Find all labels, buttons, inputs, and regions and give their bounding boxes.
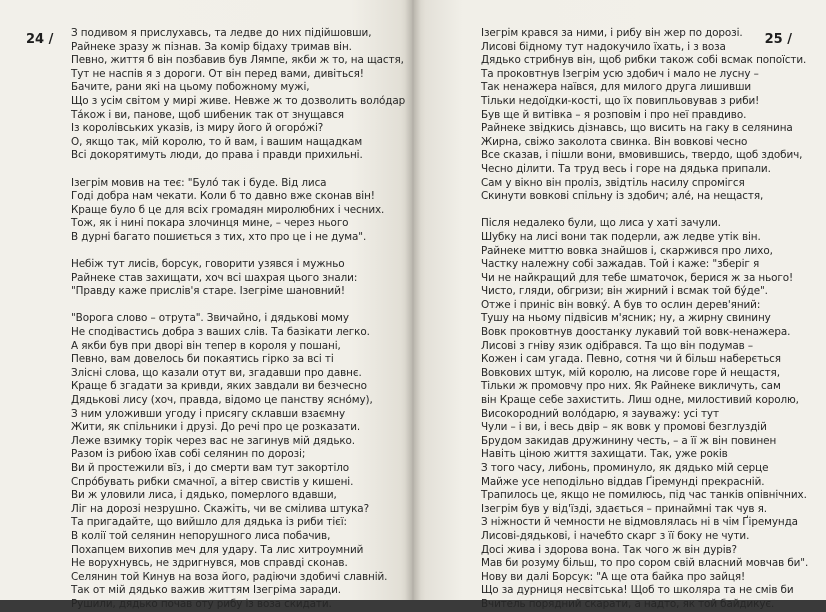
text-line: Дядько стрибнув він, щоб рибки також собі всмак попоїсти. (481, 54, 807, 67)
text-line: Кожен і сам угада. Певно, сотня чи й більш наберється (481, 353, 781, 366)
text-line: Вовк проковтнув доостанку лукавий той вовк-ненажера. (481, 326, 791, 339)
text-line: Із королівських указів, із миру його й огоро́жі? (71, 122, 324, 135)
text-line: Нову ви далі Борсук: "А ще ота байка про зайця! (481, 570, 746, 583)
right-page (413, 0, 826, 610)
text-line: Рушили, дядько почав оту рибу із воза скидати. (71, 597, 332, 610)
text-line: Так от мій дядько важив життям Ізегріма заради. (71, 584, 341, 597)
text-line: Райнеке миттю вовка знайшов і, скаржився про лихо, (481, 244, 773, 257)
text-line: "Ворога слово – отрута". Звичайно, і дядькові мому (71, 312, 349, 325)
right-page-number: 25 / (764, 32, 792, 47)
text-line: він Краще себе захистить. Лиш одне, милостивий королю, (481, 394, 799, 407)
stanza (71, 177, 406, 245)
text-line: Був ще й витівка – я розповім і про неї правдиво. (481, 108, 747, 121)
text-line: Не ворухнувсь, не здригнувся, мов справді сконав. (71, 557, 348, 570)
text-line: Райнеке звідкись дізнавсь, що висить на гаку в селянина (481, 122, 793, 135)
text-line: Отже і приніс він вовку́. А був то ослин дерев'яний: (481, 298, 761, 311)
text-line: О, якщо так, мій королю, то й вам, і вашим нащадкам (71, 135, 363, 148)
text-line: Чи не найкращий для тебе шматочок, берися ж за нього! (481, 271, 794, 284)
text-line: Всі докорятимуть люди, до права і правди прихильні. (71, 149, 363, 162)
text-line: Краще було б це для всіх громадян миролюбних і чесних. (71, 203, 385, 216)
text-line: З ніжности й чемности не відмовлялась ні в чім Ґіремунда (481, 516, 798, 529)
stanza (71, 258, 406, 299)
stanza (481, 27, 807, 204)
text-line: Частку належну собі зажадав. Той і каже: "зберіг я (481, 258, 760, 271)
text-line: Ізегрім був у від'їзді, здається – принаймні так чув я. (481, 502, 768, 515)
text-line: Навіть ціною життя захищати. Так, уже років (481, 448, 728, 461)
text-line: Чисто, гляди, обгризи; він жирний і всмак той бу́де". (481, 285, 768, 298)
text-line: Тільки ж промовчу про них. Як Райнеке викличуть, сам (481, 380, 781, 393)
text-line: Високородний воло́дарю, я зауважу: усі тут (481, 407, 719, 420)
right-page-text (481, 27, 809, 612)
text-line: Мав би розуму більш, то про сором свій власний мовчав би". (481, 557, 809, 570)
text-line: Певно, вам довелось би покаятись гірко за всі ті (71, 353, 334, 366)
text-line: Похапцем вихопив меч для удару. Та лис хитроумний (71, 543, 364, 556)
text-line: Сам у вікно він проліз, звідтіль насилу спромігся (481, 176, 745, 189)
text-line: Після недалеко були, що лиса у хаті зачули. (481, 217, 721, 230)
text-line: З подивом я прислухавсь, та ледве до них підійшовши, (71, 27, 372, 39)
text-line: Жирна, свіжо заколота свинка. Він вовкові чесно (481, 135, 748, 148)
stanza (71, 27, 406, 163)
text-line: Райнеке став захищати, хоч всі шахрая цього знали: (71, 271, 358, 284)
text-line: Лисові з гніву язик одібрався. Та що він подумав – (481, 339, 753, 352)
text-line: Бачите, рани які на цьому побожному мужі, (71, 81, 310, 94)
text-line: Ізегрім мовив на теє: "Було́ так і буде. Від лиса (71, 176, 327, 189)
text-line: Лисові бідному тут надокучило їхать, і з воза (481, 40, 726, 53)
text-line: Злісні слова, що казали отут ви, згадавши про давнє. (71, 366, 362, 379)
text-line: Разом із рибою їхав собі селянин по дорозі; (71, 448, 306, 461)
text-line: Так ненажера наївся, для милого друга лишивши (481, 81, 752, 94)
text-line: Лисові-дядькові, і начебто скарг з її боку не чути. (481, 529, 750, 542)
text-line: Чули – і ви, і весь двір – як вовк у промові безглуздій (481, 421, 767, 434)
text-line: Та проковтнув Ізегрім усю здобич і мало не лусну – (481, 67, 759, 80)
text-line: Не сподівастись добра з ваших слів. Та базікати легко. (71, 326, 370, 339)
text-line: З ним уложивши угоду і присягу склавши взаємну (71, 407, 345, 420)
text-line: Скинути вовкові спільну із здобич; але́, на нещастя, (481, 190, 764, 203)
text-line: Певно, життя б він позбавив був Лямпе, якби ж то, на щастя, (71, 54, 404, 67)
stanza (481, 217, 809, 611)
text-line: Тут не наспів я з дороги. От він перед вами, дивіться! (71, 67, 364, 80)
left-page-text (71, 27, 406, 612)
text-line: Ліг на дорозі незрушно. Скажіть, чи ве смілива штука? (71, 502, 369, 515)
left-page (0, 0, 413, 610)
text-line: Райнеке зразу ж пізнав. За комір бідаху тримав він. (71, 40, 352, 53)
text-line: Брудом закидав дружинину честь, – а її ж він повинен (481, 434, 777, 447)
text-line: Ізегрім крався за ними, і рибу він жер по дорозі. (481, 27, 743, 39)
left-page-number: 24 / (26, 32, 54, 47)
text-line: Дядькові лису (хоч, правда, відомо це панству ясно́му), (71, 394, 373, 407)
text-line: Шубку на лисі вони так подерли, аж ледве утік він. (481, 230, 761, 243)
text-line: Та пригадайте, що вийшло для дядька із риби тієї: (71, 516, 347, 529)
text-line: Трапилось це, якщо не помилюсь, під час танків опівнічних. (481, 489, 807, 502)
text-line: Ви й простежили вїз, і до смерти вам тут закортіло (71, 462, 350, 474)
stanza (71, 312, 406, 611)
text-line: В дурні багато пошиється з тих, хто про це і не дума". (71, 230, 367, 243)
text-line: Все сказав, і пішли вони, вмовившись, твердо, щоб здобич, (481, 149, 803, 162)
text-line: Тільки недоїдки-кості, що їх повипльовував з риби! (481, 94, 760, 107)
text-line: Чесно ділити. Та труд весь і горе на дядька припали. (481, 162, 771, 175)
text-line: Майже усе неподільно віддав Ґіремунді прекрасній. (481, 475, 765, 488)
text-line: Що за дурниця несвітська! Щоб то школяра та не смів би (481, 584, 794, 597)
text-line: Та́кож і ви, панове, щоб шибеник так от знущався (71, 108, 344, 121)
text-line: Краще б згадати за кривди, яких завдали ви безчесно (71, 380, 367, 393)
text-line: Жити, як спільники і друзі. До речі про це розказати. (71, 421, 361, 434)
text-line: "Правду каже прислів'я старе. Ізегріме шановний! (71, 285, 345, 298)
text-line: Спро́бувать рибки смачної, а вітер свистів у кишені. (71, 475, 354, 488)
text-line: З того часу, либонь, проминуло, як дядько мій серце (481, 462, 769, 474)
text-line: А якби був при дворі він тепер в короля у пошані, (71, 339, 341, 352)
text-line: Леже взимку торік через вас не загинув мій дядько. (71, 434, 355, 447)
text-line: Що з усім світом у мирі живе. Невже ж то дозволить воло́дар (71, 94, 406, 107)
text-line: Годі добра нам чекати. Коли б то давно вже сконав він! (71, 190, 375, 203)
text-line: Селянин той Кинув на воза його, радіючи здобичі славній. (71, 570, 388, 583)
text-line: Тушу на ньому підвісив м'ясник; ну, а жирну свинину (481, 312, 771, 325)
text-line: Вчитель порядний скарати, а надто, як той байдикує. (481, 597, 775, 610)
text-line: Вовкових штук, мій королю, на лисове горе й нещастя, (481, 366, 780, 379)
text-line: Тож, як і нині покара злочинця мине, – через нього (71, 217, 349, 230)
text-line: Небіж тут лисів, борсук, говорити узявся і мужньо (71, 258, 345, 271)
text-line: Досі жива і здорова вона. Так чого ж він дурів? (481, 543, 737, 556)
text-line: В колії той селянин непорушного лиса побачив, (71, 529, 331, 542)
text-line: Ви ж уловили лиса, і дядько, померлого вдавши, (71, 489, 337, 502)
